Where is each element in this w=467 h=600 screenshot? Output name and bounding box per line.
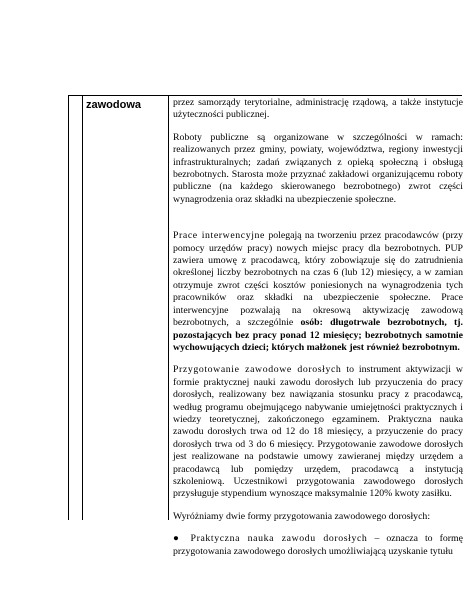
row-content (173, 97, 463, 568)
adult-vocational-preparation-text: to instrument aktywizacji w formie praktycznej nauki zawodu dorosłych lub przyuczenia do pracy dorosłych, realizowany bez nawiązania stosunku pracy z pracodawcą, według programu obejmującego nabywanie umiejętności praktycznych i wiedzy teoretycznej, zakończonego egzaminem. Praktyczna nauka zawodu dorosłych trwa od 12 do 18 miesięcy, a przyuczenie do pracy dorosłych trwa od 3 do 6 miesięcy. Przygotowanie zawodowe dorosłych jest realizowane na podstawie umowy zawieranej między urzędem a pracodawcą lub pomiędzy urzędem, pracodawcą a instytucją szkoleniową. Uczestnikowi przygotowania zawodowego dorosłych przysługuje stypendium wynoszące maksymalnie 120% kwoty zasiłku. (173, 364, 463, 500)
paragraph-adult-vocational-preparation (173, 364, 463, 500)
term-practical-training: Praktyczna nauka zawodu dorosłych (190, 533, 368, 545)
practical-training-text: – oznacza to formę przygotowania zawodowego dorosłych umożliwiającą uzyskanie tytułu (173, 533, 463, 557)
intervention-works-bold-text: osób: długotrwale bezrobotnych, tj. pozostających bez pracy ponad 12 miesięcy; bezrobotnych samotnie wychowujących dzieci; których małżonek jest również bezrobotnym. (173, 317, 463, 353)
table-column-divider-2 (168, 95, 169, 520)
term-intervention-works: Prace interwencyjne (173, 230, 265, 242)
term-adult-vocational-preparation: Przygotowanie zawodowe dorosłych (173, 364, 342, 376)
paragraph-public-works: Roboty publiczne są organizowane w szczególności w ramach: realizowanych przez gminy, powiaty, województwa, regiony inwestycji infrastrukturalnych; zadań związanych z opieką społeczną i obsługą bezrobotnych. Starosta może przyznać zakładowi organizującemu roboty publiczne (na każdego skierowanego bezrobotnego) zwrot części wynagrodzenia oraz składki na ubezpieczenie społeczne. (173, 131, 463, 205)
table-column-divider-1 (82, 95, 83, 520)
bullet-icon: ● (173, 533, 184, 545)
paragraph-public-use: przez samorządy terytorialne, administrację rządową, a także instytucje użyteczności publicznej. (173, 97, 463, 121)
intervention-works-text: polegają na tworzeniu przez pracodawców (przy pomocy urzędów pracy) nowych miejsc pracy dla bezrobotnych. PUP zawiera umowę z pracodawcą, który zobowiązuje się do zatrudnienia określonej liczby bezrobotnych na czas 6 (lub 12) miesięcy, a w zamian otrzymuje zwrot części kosztów poniesionych na wynagrodzenia tych pracowników oraz składki na ubezpieczenie społeczne. Prace interwencyjne pozwalają na okresową aktywizację zawodową bezrobotnych, a szczególnie (173, 230, 463, 329)
row-label: zawodowa (86, 99, 142, 111)
paragraph-two-forms: Wyróżniamy dwie formy przygotowania zawodowego dorosłych: (173, 510, 431, 522)
table-top-border (68, 95, 462, 96)
paragraph-practical-training (173, 533, 463, 558)
table-left-border (68, 95, 69, 520)
paragraph-intervention-works (173, 230, 463, 354)
